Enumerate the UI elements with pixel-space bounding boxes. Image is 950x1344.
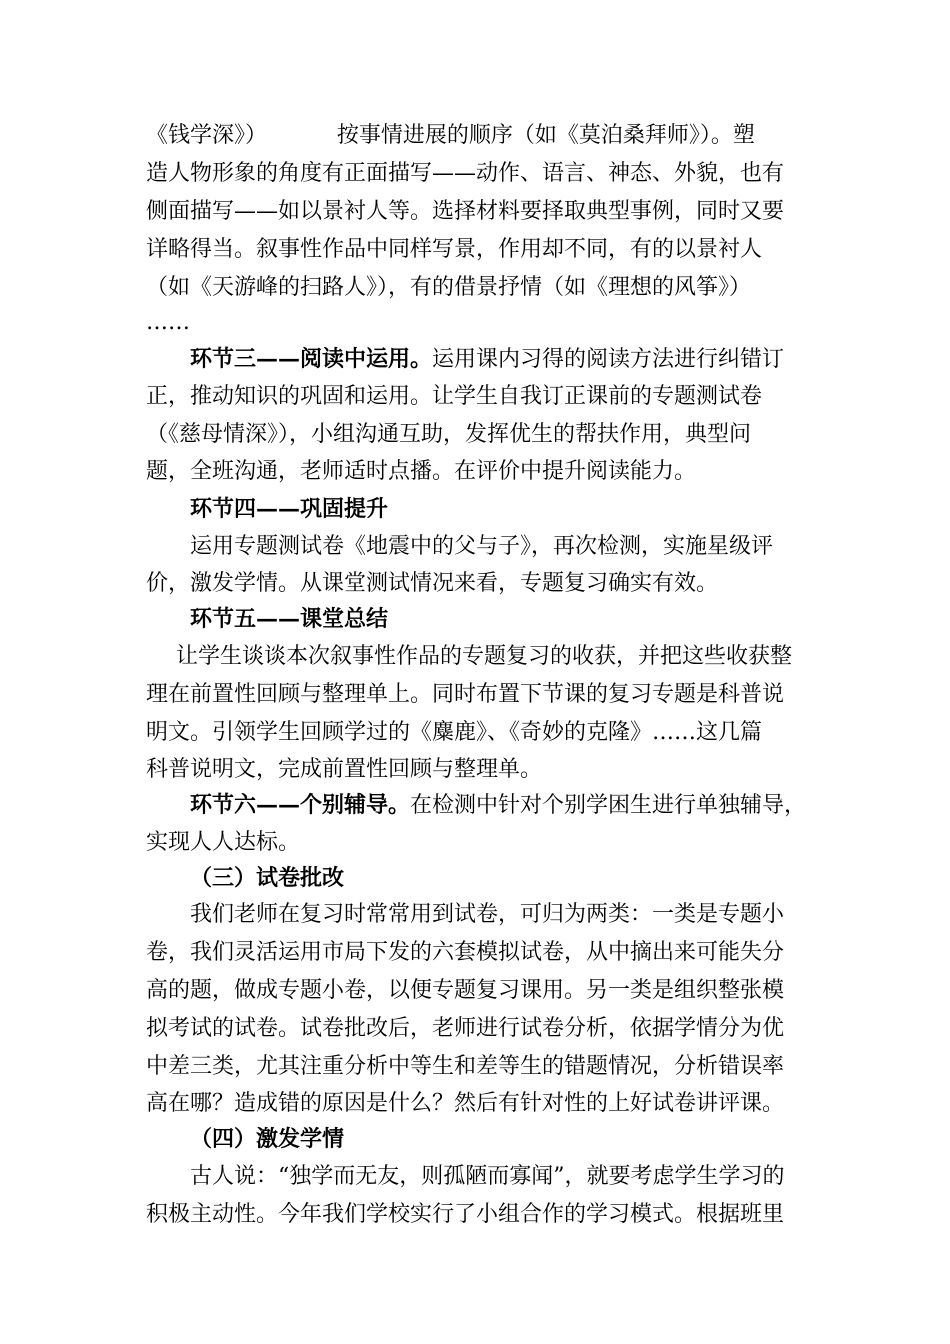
section-heading-step-4: 环节四——巩固提升: [190, 496, 389, 522]
paragraph-line: （《慈母情深》），小组沟通互助，发挥优生的帮扶作用，典型问: [146, 422, 752, 447]
paragraph-line: 高在哪？造成错的原因是什么？然后有针对性的上好试卷讲评课。: [146, 1091, 785, 1116]
section-heading-step-5: 环节五——课堂总结: [190, 606, 389, 632]
paragraph-line: 运用专题测试卷《地震中的父与子》，再次检测，实施星级评: [190, 534, 774, 559]
paragraph-line: 题，全班沟通，老师适时点播。在评价中提升阅读能力。: [146, 459, 697, 484]
section-heading-step-6: 环节六——个别辅导。: [190, 792, 411, 818]
section-heading-exam-grading: （三）试卷批改: [190, 865, 345, 891]
paragraph-line: 《钱学深》） 按事情进展的顺序（如《莫泊桑拜师》）。塑: [146, 123, 755, 148]
paragraph-line: 详略得当。叙事性作品中同样写景，作用却不同，有的以景衬人: [146, 237, 763, 262]
paragraph-line: 拟考试的试卷。试卷批改后，老师进行试卷分析，依据学情分为优: [146, 1016, 785, 1041]
paragraph-line: 古人说：“独学而无友，则孤陋而寡闻”，就要考虑学生学习的: [190, 1164, 785, 1189]
paragraph-line: 价，激发学情。从课堂测试情况来看，专题复习确实有效。: [146, 571, 719, 596]
section-heading-motivation: （四）激发学情: [190, 1126, 345, 1152]
paragraph-line: 我们老师在复习时常常用到试卷，可归为两类：一类是专题小: [190, 902, 785, 927]
paragraph-line: [190, 344, 784, 374]
paragraph-line: 卷，我们灵活运用市局下发的六套模拟试卷，从中摘出来可能失分: [146, 940, 785, 965]
paragraph-text: 运用课内习得的阅读方法进行纠错订: [432, 347, 785, 372]
paragraph-line: 实现人人达标。: [146, 830, 301, 855]
paragraph-line: 造人物形象的角度有正面描写——动作、语言、神态、外貌，也有: [146, 161, 785, 186]
paragraph-line: 侧面描写——如以景衬人等。选择材料要择取典型事例，同时又要: [146, 199, 785, 224]
paragraph-text: 在检测中针对个别学困生进行单独辅导，: [410, 793, 807, 818]
paragraph-line: ……: [146, 310, 190, 335]
paragraph-line: （如《天游峰的扫路人》），有的借景抒情（如《理想的风筝》）: [146, 275, 752, 300]
paragraph-line: 正，推动知识的巩固和运用。让学生自我订正课前的专题测试卷: [146, 384, 763, 409]
paragraph-line: 高的题，做成专题小卷，以便专题复习课用。另一类是组织整张模: [146, 978, 785, 1003]
paragraph-line: 理在前置性回顾与整理单上。同时布置下节课的复习专题是科普说: [146, 682, 785, 707]
section-heading-step-3: 环节三——阅读中运用。: [190, 346, 433, 372]
paragraph-line: 中差三类，尤其注重分析中等生和差等生的错题情况，分析错误率: [146, 1054, 785, 1079]
paragraph-line: [190, 790, 806, 820]
paragraph-line: 积极主动性。今年我们学校实行了小组合作的学习模式。根据班里: [146, 1202, 785, 1227]
paragraph-line: 科普说明文，完成前置性回顾与整理单。: [146, 757, 543, 782]
paragraph-line: 让学生谈谈本次叙事性作品的专题复习的收获，并把这些收获整: [176, 644, 793, 669]
paragraph-line: 明文。引领学生回顾学过的《麋鹿》、《奇妙的克隆》……这几篇: [146, 720, 763, 745]
